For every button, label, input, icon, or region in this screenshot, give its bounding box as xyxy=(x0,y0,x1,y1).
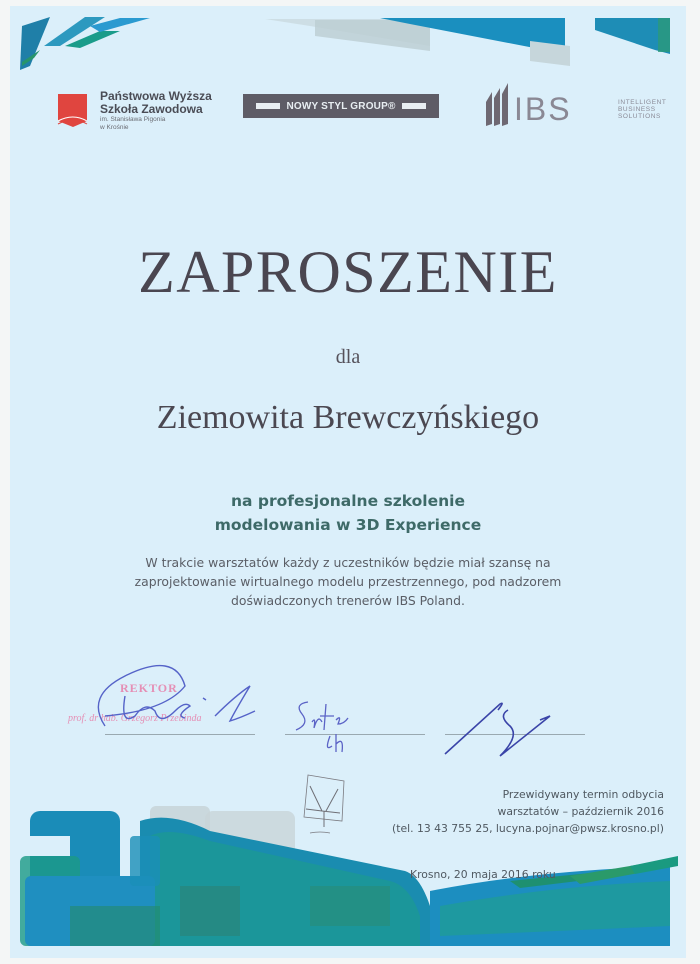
subtitle-line-1: na profesjonalne szkolenie xyxy=(231,492,465,510)
pwsz-name-line1: Państwowa Wyższa xyxy=(100,89,212,103)
for-label: dla xyxy=(335,346,361,368)
logo-bar-left xyxy=(256,103,280,109)
ibs-tagline xyxy=(618,99,667,120)
rektor-stamp-title: REKTOR xyxy=(120,681,178,695)
info-line-1: Przewidywany termin odbycia xyxy=(502,788,664,801)
place-and-date: Krosno, 20 maja 2016 roku xyxy=(410,868,556,881)
pwsz-book-icon xyxy=(55,91,91,129)
pwsz-name-line4: w Krośnie xyxy=(100,124,129,131)
pwsz-logo-text xyxy=(100,90,212,132)
description xyxy=(10,553,686,610)
description-line-1: W trakcie warsztatów każdy z uczestników będzie miał szansę na xyxy=(145,555,551,570)
logo-bar-right xyxy=(402,103,426,109)
document-title: ZAPROSZENIE xyxy=(138,239,558,305)
ibs-tag-1: INTELLIGENT xyxy=(618,99,667,106)
ibs-tag-2: BUSINESS xyxy=(618,106,656,113)
ibs-tag-3: SOLUTIONS xyxy=(618,113,661,120)
nowy-styl-logo xyxy=(243,94,439,118)
svg-text:IBS: IBS xyxy=(514,91,572,127)
top-decoration xyxy=(10,6,686,76)
subtitle-line-2: modelowania w 3D Experience xyxy=(214,516,482,534)
signature-right xyxy=(440,696,560,766)
recipient-name: Ziemowita Brewczyńskiego xyxy=(156,399,540,436)
info-line-2: warsztatów – październik 2016 xyxy=(497,805,664,818)
pwsz-name-line3: im. Stanisława Pigonia xyxy=(100,116,166,123)
description-line-2: zaprojektowanie wirtualnego modelu przestrzennego, pod nadzorem xyxy=(134,574,562,589)
nowy-styl-label: NOWY STYL GROUP® xyxy=(286,100,396,112)
info-contact: (tel. 13 43 755 25, lucyna.pojnar@pwsz.krosno.pl) xyxy=(392,822,664,835)
rektor-stamp-name: prof. dr hab. Grzegorz Przebinda xyxy=(68,713,202,724)
signature-middle xyxy=(290,694,370,754)
description-line-3: doświadczonych trenerów IBS Poland. xyxy=(231,593,465,608)
invitation-page xyxy=(10,6,686,958)
signature-rektor xyxy=(65,656,275,736)
pwsz-name-line2: Szkoła Zawodowa xyxy=(100,102,203,116)
workshop-info xyxy=(362,786,664,837)
training-subtitle xyxy=(10,489,686,537)
